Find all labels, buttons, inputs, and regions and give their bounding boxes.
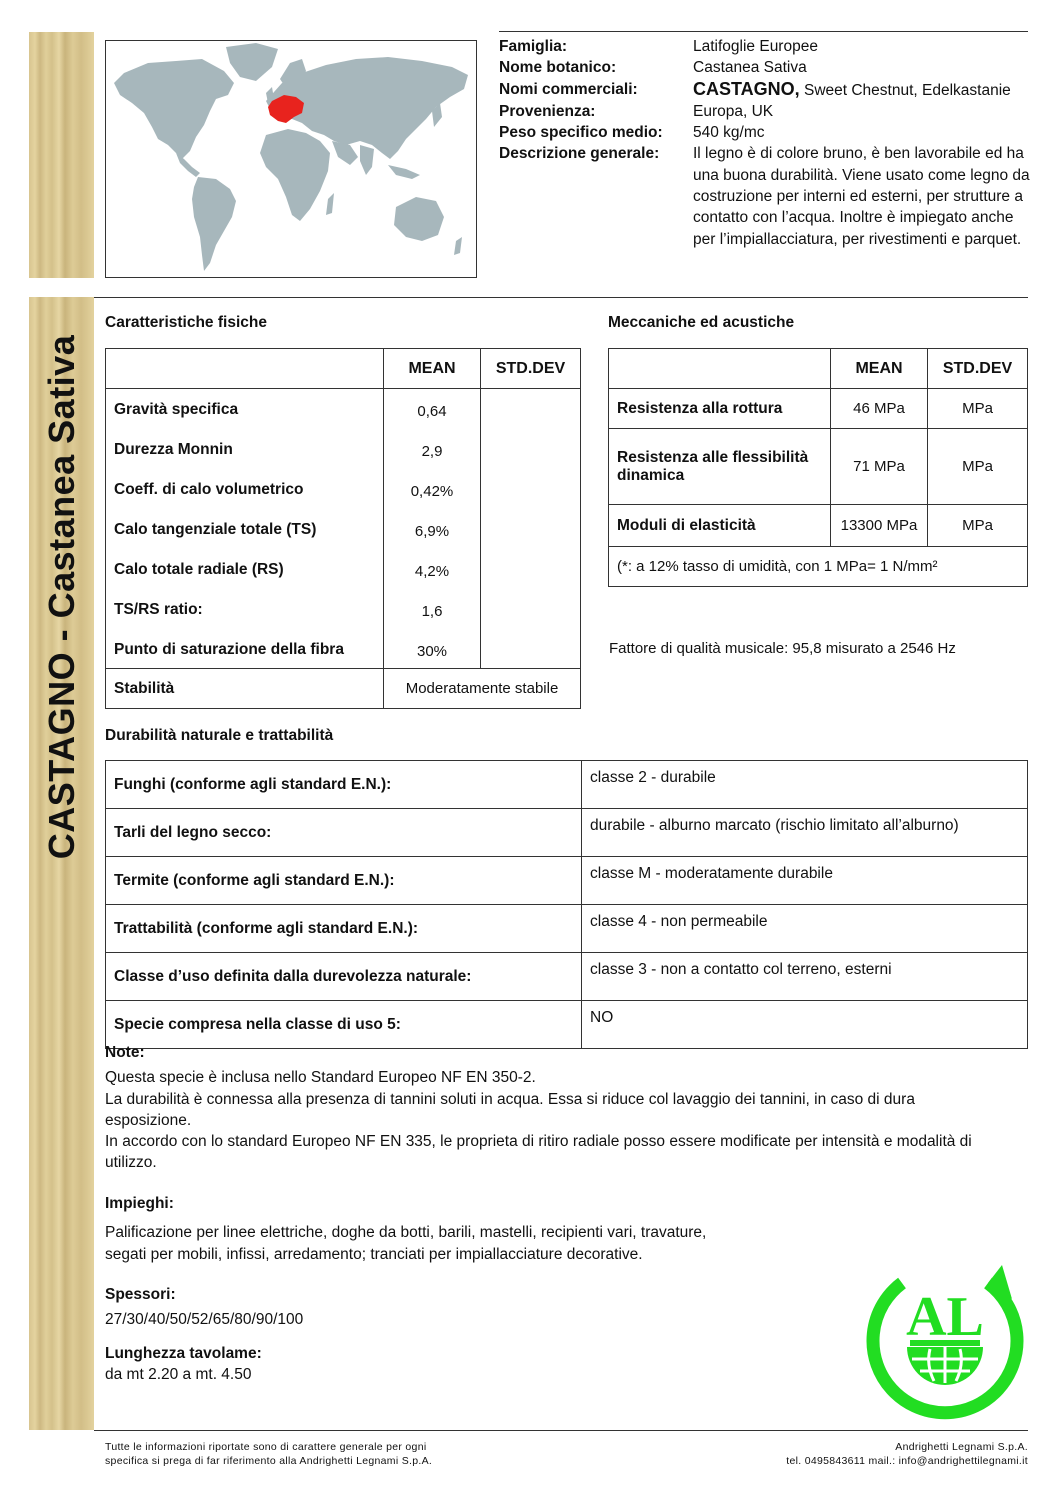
footer-disclaimer-1: Tutte le informazioni riportate sono di carattere generale per ogni — [105, 1441, 427, 1453]
peso-value: 540 kg/mc — [693, 124, 765, 142]
note-line: La durabilità è connessa alla presenza di tannini soluti in acqua. Essa si riduce col lavaggio dei tannini, in caso di dura esposizione. — [105, 1090, 915, 1129]
wood-strip-top — [29, 32, 94, 278]
table-row-mean: 13300 MPa — [831, 505, 928, 547]
table-row-label: TS/RS ratio: — [106, 589, 384, 629]
provenienza-label: Provenienza: — [499, 102, 596, 120]
meccaniche-footnote: (*: a 12% tasso di umidità, con 1 MPa= 1 N/mm² — [609, 547, 1028, 587]
table-row-std — [481, 509, 581, 549]
note-line: In accordo con lo standard Europeo NF EN 335, le proprieta di ritiro radiale posso essere modificate per intensità e modalità di utilizzo. — [105, 1133, 972, 1172]
table-row-value: classe 4 - non permeabile — [582, 905, 1028, 953]
table-row-label: Coeff. di calo volumetrico — [106, 469, 384, 509]
table-row-value: classe 3 - non a contatto col terreno, esterni — [582, 953, 1028, 1001]
table-row-value: classe 2 - durabile — [582, 761, 1028, 809]
table-row-std — [481, 589, 581, 629]
meccaniche-table — [608, 348, 1028, 587]
stabilita-label: Stabilità — [106, 669, 384, 709]
table-row-label: Resistenza alla rottura — [609, 389, 831, 429]
table-row-mean: 0,64 — [384, 389, 481, 429]
table-row-std — [481, 549, 581, 589]
footer-disclaimer-2: specifica si prega di far riferimento alla Andrighetti Legnami S.p.A. — [105, 1455, 433, 1467]
table-row-label: Funghi (conforme agli standard E.N.): — [106, 761, 582, 809]
provenienza-value: Europa, UK — [693, 102, 774, 120]
footer-contact: tel. 0495843611 mail.: info@andrighettilegnami.it — [786, 1455, 1028, 1467]
table-row-label: Moduli di elasticità — [609, 505, 831, 547]
logo-text: AL — [906, 1286, 984, 1348]
world-map — [105, 40, 477, 278]
nome-botanico-label: Nome botanico: — [499, 59, 617, 77]
table-row-label: Termite (conforme agli standard E.N.): — [106, 857, 582, 905]
meccaniche-header-empty — [609, 349, 831, 389]
meccaniche-title: Meccaniche ed acustiche — [608, 314, 795, 331]
table-row-mean: 1,6 — [384, 589, 481, 629]
table-row-label: Punto di saturazione della fibra — [106, 629, 384, 669]
footer-company: Andrighetti Legnami S.p.A. — [895, 1441, 1028, 1453]
table-row-std: MPa — [928, 505, 1028, 547]
table-row-label: Calo tangenziale totale (TS) — [106, 509, 384, 549]
impieghi-title: Impieghi: — [105, 1195, 174, 1212]
note-line: Questa specie è inclusa nello Standard Europeo NF EN 350-2. — [105, 1069, 536, 1087]
species-info — [499, 36, 1034, 250]
spessori-text: 27/30/40/50/52/65/80/90/100 — [105, 1311, 304, 1329]
lunghezza-title: Lunghezza tavolame: — [105, 1345, 262, 1362]
durabilita-title: Durabilità naturale e trattabilità — [105, 727, 334, 744]
lunghezza-section — [105, 1343, 505, 1386]
meccaniche-header-mean: MEAN — [831, 349, 928, 389]
famiglia-value: Latifoglie Europee — [693, 38, 818, 55]
spessori-section — [105, 1284, 505, 1331]
world-map-graphic — [106, 41, 476, 277]
table-row-std — [481, 389, 581, 429]
fisiche-header-empty — [106, 349, 384, 389]
peso-label: Peso specifico medio: — [499, 124, 663, 142]
table-row-std — [481, 429, 581, 469]
table-row-value: classe M - moderatamente durabile — [582, 857, 1028, 905]
table-row-mean: 0,42% — [384, 469, 481, 509]
table-row-label: Resistenza alle flessibilità dinamica — [609, 429, 831, 505]
note-title: Note: — [105, 1044, 145, 1061]
table-row-label: Specie compresa nella classe di uso 5: — [106, 1001, 582, 1049]
fattore-qualita: Fattore di qualità musicale: 95,8 misurato a 2546 Hz — [609, 640, 956, 657]
table-row-value: durabile - alburno marcato (rischio limitato all’alburno) — [582, 809, 1028, 857]
vertical-title: CASTAGNO - Castanea Sativa — [40, 334, 82, 860]
lunghezza-text: da mt 2.20 a mt. 4.50 — [105, 1366, 252, 1384]
table-row-label: Gravità specifica — [106, 389, 384, 429]
table-row-mean: 4,2% — [384, 549, 481, 589]
meccaniche-header-std: STD.DEV — [928, 349, 1028, 389]
footer-right — [786, 1440, 1028, 1468]
nomi-commerciali-label: Nomi commerciali: — [499, 80, 638, 98]
table-row-mean: 2,9 — [384, 429, 481, 469]
nomi-commerciali-rest: Sweet Chestnut, Edelkastanie — [799, 81, 1011, 99]
nomi-commerciali-value — [693, 79, 1034, 101]
table-row-mean: 6,9% — [384, 509, 481, 549]
fisiche-title: Caratteristiche fisiche — [105, 314, 267, 331]
table-row-std — [481, 469, 581, 509]
table-row-value: NO — [582, 1001, 1028, 1049]
section-rule — [94, 297, 1028, 298]
footer-rule — [94, 1430, 1028, 1431]
fisiche-header-mean: MEAN — [384, 349, 481, 389]
table-row-mean: 71 MPa — [831, 429, 928, 505]
stabilita-value: Moderatamente stabile — [384, 669, 581, 709]
spessori-title: Spessori: — [105, 1286, 176, 1303]
famiglia-label: Famiglia: — [499, 38, 568, 55]
fisiche-table — [105, 348, 581, 709]
impieghi-section — [105, 1193, 745, 1265]
impieghi-text: Palificazione per linee elettriche, doghe da botti, barili, mastelli, recipienti vari, travature, segati per mobili, infissi, arredamento; tranciati per impiallacciature decorative. — [105, 1224, 707, 1263]
table-row-mean: 30% — [384, 629, 481, 669]
company-logo — [862, 1255, 1028, 1421]
note-section — [105, 1042, 1005, 1174]
table-row-label: Trattabilità (conforme agli standard E.N.): — [106, 905, 582, 953]
nome-commerciale-main: CASTAGNO, — [693, 78, 800, 99]
table-row-mean: 46 MPa — [831, 389, 928, 429]
table-row-std — [481, 629, 581, 669]
table-row-label: Tarli del legno secco: — [106, 809, 582, 857]
table-row-label: Durezza Monnin — [106, 429, 384, 469]
table-row-std: MPa — [928, 429, 1028, 505]
table-row-label: Classe d’uso definita dalla durevolezza naturale: — [106, 953, 582, 1001]
descrizione-value: Il legno è di colore bruno, è ben lavorabile ed ha una buona durabilità. Viene usato come legno da costruzione per interni ed esterni, per strutture a contatto con l’acqua. Inoltre è impiegato anche per l’impiallacciatura, per rivestimenti e parquet. — [693, 145, 1030, 248]
table-row-std: MPa — [928, 389, 1028, 429]
footer-left — [105, 1440, 432, 1468]
top-rule — [499, 31, 1028, 32]
table-row-label: Calo totale radiale (RS) — [106, 549, 384, 589]
durabilita-table — [105, 760, 1028, 1049]
nome-botanico-value: Castanea Sativa — [693, 59, 807, 77]
fisiche-header-std: STD.DEV — [481, 349, 581, 389]
logo-graphic — [862, 1255, 1028, 1421]
descrizione-label: Descrizione generale: — [499, 145, 660, 163]
